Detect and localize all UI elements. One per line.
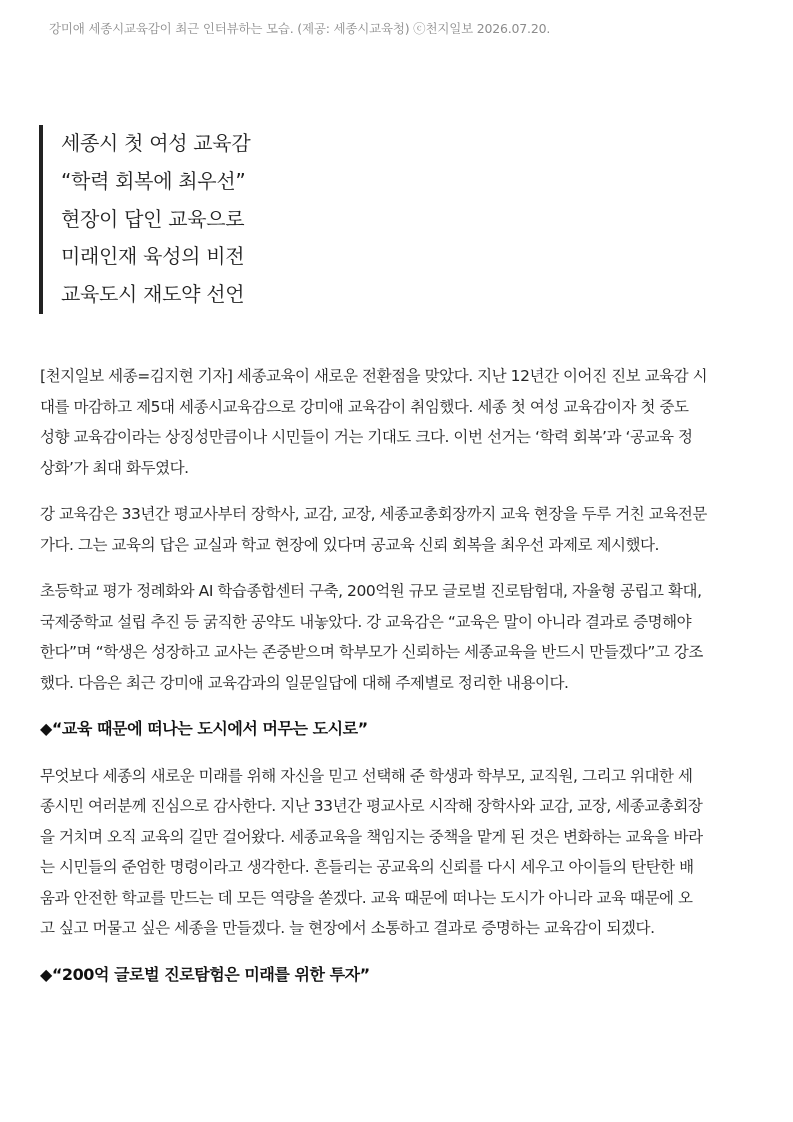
paragraph-line: 무엇보다 세종의 새로운 미래를 위해 자신을 믿고 선택해 준 학생과 학부모, 교직원, 그리고 위대한 세 [40, 766, 693, 785]
paragraph-lead [40, 361, 756, 483]
subheadline-block [39, 125, 250, 314]
paragraph-line: 고 싶고 머물고 싶은 세종을 만들겠다. 늘 현장에서 소통하고 결과로 증명하는 교육감이 되겠다. [40, 919, 655, 937]
paragraph-line: 종시민 여러분께 진심으로 감사한다. 지난 33년간 평교사로 시작해 장학사와 교감, 교장, 세종교총회장 [40, 797, 703, 815]
paragraph-line: 강 교육감은 33년간 평교사부터 장학사, 교감, 교장, 세종교총회장까지 교육 현장을 두루 거친 교육전문 [40, 505, 707, 523]
subheadline-5: 교육도시 재도약 선언 [61, 282, 245, 307]
section-heading-2: ◆“200억 글로벌 진로탐험은 미래를 위한 투자” [40, 964, 370, 984]
paragraph-section1 [40, 761, 756, 944]
paragraph-line: [천지일보 세종=김지현 기자] 세종교육이 새로운 전환점을 맞았다. 지난 12년간 이어진 진보 교육감 시 [40, 367, 708, 385]
paragraph-pledges [40, 576, 756, 698]
section-heading-1: ◆“교육 때문에 떠나는 도시에서 머무는 도시로” [40, 719, 368, 738]
subheadline-2: “학력 회복에 최우선” [61, 168, 246, 193]
paragraph-line: 한다”며 “학생은 성장하고 교사는 존중받으며 학부모가 신뢰하는 세종교육을 반드시 만들겠다”고 강조 [40, 643, 703, 661]
subheadline-3: 현장이 답인 교육으로 [61, 206, 245, 231]
paragraph-line: 을 거치며 오직 교육의 길만 걸어왔다. 세종교육을 책임지는 중책을 맡게 된 것은 변화하는 교육을 바라 [40, 827, 703, 846]
subheadline-4: 미래인재 육성의 비전 [61, 244, 245, 269]
paragraph-line: 는 시민들의 준엄한 명령이라고 생각한다. 흔들리는 공교육의 신뢰를 다시 세우고 아이들의 탄탄한 배 [40, 858, 694, 876]
subheadline-1: 세종시 첫 여성 교육감 [61, 131, 251, 155]
paragraph-profile [40, 499, 756, 560]
paragraph-line: 상화’가 최대 화두였다. [40, 458, 189, 477]
paragraph-line: 움과 안전한 학교를 만드는 데 모든 역량을 쏟겠다. 교육 때문에 떠나는 도시가 아니라 교육 때문에 오 [40, 888, 693, 907]
paragraph-line: 가다. 그는 교육의 답은 교실과 학교 현장에 있다며 공교육 신뢰 회복을 최우선 과제로 제시했다. [40, 535, 660, 554]
paragraph-line: 국제중학교 설립 추진 등 굵직한 공약도 내놓았다. 강 교육감은 “교육은 말이 아니라 결과로 증명해야 [40, 612, 692, 631]
paragraph-line: 성향 교육감이라는 상징성만큼이나 시민들이 거는 기대도 크다. 이번 선거는 ‘학력 회복’과 ‘공교육 정 [40, 428, 693, 446]
paragraph-line: 했다. 다음은 최근 강미애 교육감과의 일문일답에 대해 주제별로 정리한 내용이다. [40, 673, 569, 692]
paragraph-line: 대를 마감하고 제5대 세종시교육감으로 강미애 교육감이 취임했다. 세종 첫 여성 교육감이자 첫 중도 [40, 397, 689, 416]
article-body [40, 361, 756, 1006]
paragraph-line: 초등학교 평가 정례화와 AI 학습종합센터 구축, 200억원 규모 글로벌 진로탐험대, 자율형 공립고 확대, [40, 582, 702, 600]
photo-caption: 강미애 세종시교육감이 최근 인터뷰하는 모습. (제공: 세종시교육청) ⓒ천지일보 2026.07.20. [49, 21, 551, 36]
